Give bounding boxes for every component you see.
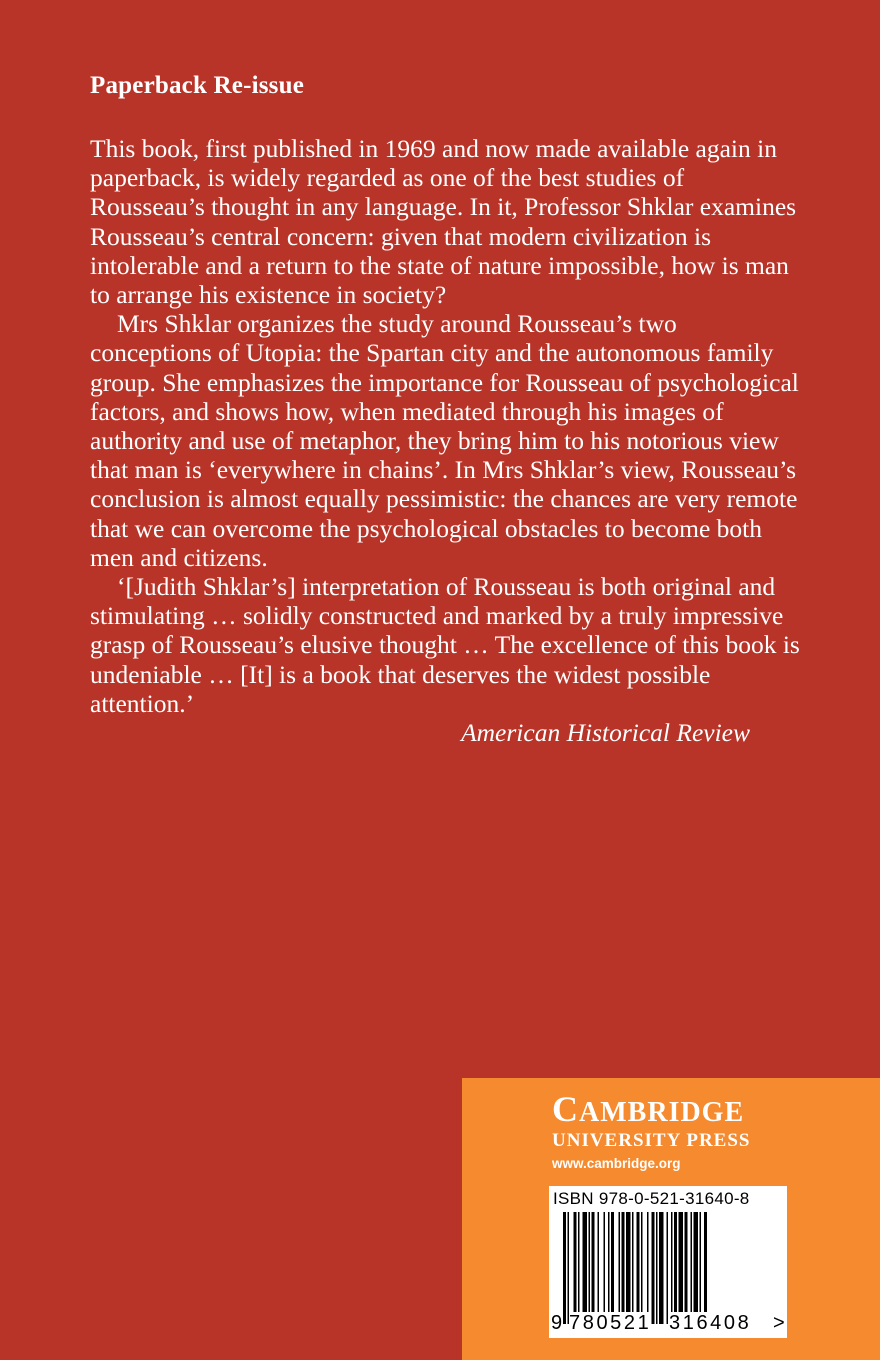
blurb-text — [90, 134, 800, 747]
publisher-subtitle: UNIVERSITY PRESS — [552, 1130, 751, 1151]
blurb-paragraph-2: Mrs Shklar organizes the study around Rousseau’s two conceptions of Utopia: the Spartan city and the autonomous family group. She emphasizes the importance for Rousseau of psychological factors, and shows how, when mediated through his images of authority and use of metaphor, they bring him to his notorious view that man is ‘everywhere in chains’. In Mrs Shklar’s view, Rousseau’s conclusion is almost equally pessimistic: the chances are very remote that we can overcome the psychological obstacles to become both men and citizens. — [90, 309, 799, 572]
barcode-digits-left: 780521 — [569, 1312, 652, 1334]
publisher-panel — [462, 1078, 880, 1360]
isbn-label: ISBN 978-0-521-31640-8 — [553, 1189, 750, 1208]
barcode-digits — [549, 1312, 787, 1336]
barcode-digits-right: 316408 — [669, 1312, 752, 1334]
barcode-digit-lead: 9 — [551, 1312, 563, 1334]
review-quote: ‘[Judith Shklar’s] interpretation of Rousseau is both original and stimulating … solidly constructed and marked by a truly impressive grasp of Rousseau’s elusive thought … The excellence of this book is undeniable … [It] is a book that deserves the widest possible attention.’ — [90, 572, 800, 718]
publisher-name-rest: AMBRIDGE — [579, 1097, 745, 1128]
barcode-end-mark: > — [773, 1312, 785, 1334]
publisher-logo-text — [552, 1088, 744, 1130]
cover-heading: Paperback Re-issue — [90, 72, 305, 99]
review-source: American Historical Review — [461, 718, 750, 748]
publisher-url: www.cambridge.org — [552, 1156, 681, 1171]
barcode-bars — [553, 1212, 783, 1324]
barcode — [549, 1186, 787, 1338]
blurb-paragraph-1: This book, first published in 1969 and now made available again in paperback, is widely regarded as one of the best studies of Rousseau’s thought in any language. In it, Professor Shklar examines Rousseau’s central concern: given that modern civilization is intolerable and a return to the state of nature impossible, how is man to arrange his existence in society? — [90, 134, 797, 310]
publisher-initial: C — [552, 1089, 579, 1129]
